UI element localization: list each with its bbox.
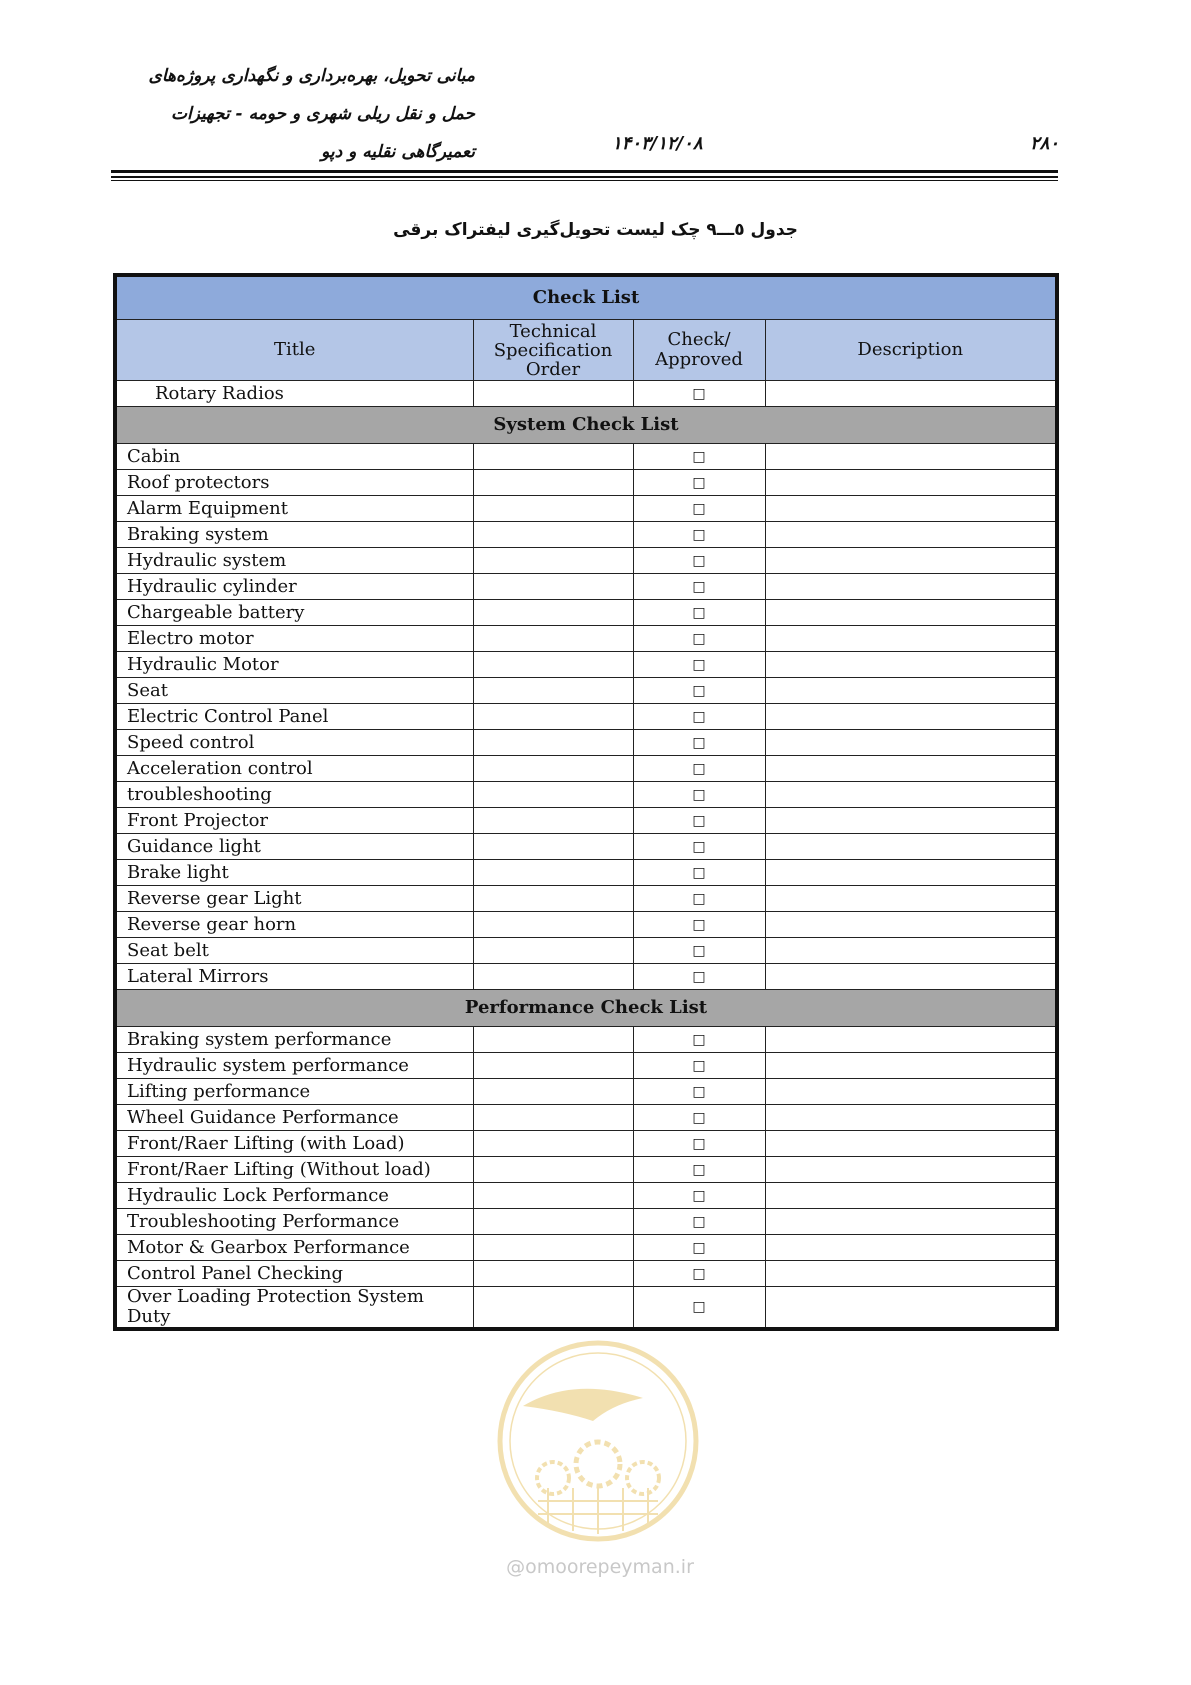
- table-row: [115, 1183, 1057, 1209]
- row-technical-spec-cell[interactable]: [473, 496, 633, 522]
- row-technical-spec-cell[interactable]: [473, 912, 633, 938]
- row-checkbox[interactable]: □: [633, 548, 765, 574]
- row-title: Hydraulic Motor: [115, 652, 473, 678]
- row-description-cell[interactable]: [765, 1235, 1057, 1261]
- row-title: Speed control: [115, 730, 473, 756]
- row-title: Alarm Equipment: [115, 496, 473, 522]
- row-description-cell[interactable]: [765, 1105, 1057, 1131]
- table-row: [115, 496, 1057, 522]
- row-technical-spec-cell[interactable]: [473, 522, 633, 548]
- column-header-description: Description: [765, 320, 1057, 381]
- row-technical-spec-cell[interactable]: [473, 782, 633, 808]
- table-row: [115, 730, 1057, 756]
- row-checkbox[interactable]: □: [633, 1183, 765, 1209]
- column-header-technical-line3: Order: [525, 358, 581, 380]
- row-checkbox[interactable]: □: [633, 704, 765, 730]
- row-technical-spec-cell[interactable]: [473, 964, 633, 990]
- row-title: Control Panel Checking: [115, 1261, 473, 1287]
- table-row: [115, 782, 1057, 808]
- row-technical-spec-cell[interactable]: [473, 756, 633, 782]
- row-description-cell[interactable]: [765, 704, 1057, 730]
- row-checkbox[interactable]: □: [633, 600, 765, 626]
- row-checkbox[interactable]: □: [633, 1079, 765, 1105]
- row-checkbox[interactable]: □: [633, 808, 765, 834]
- performance-check-list-heading: Performance Check List: [115, 990, 1057, 1027]
- row-description-cell[interactable]: [765, 574, 1057, 600]
- row-technical-spec-cell[interactable]: [473, 834, 633, 860]
- row-description-cell[interactable]: [765, 730, 1057, 756]
- table-row: [115, 704, 1057, 730]
- row-title: Reverse gear horn: [115, 912, 473, 938]
- row-title: Lifting performance: [115, 1079, 473, 1105]
- row-technical-spec-cell[interactable]: [473, 600, 633, 626]
- row-checkbox[interactable]: □: [633, 1261, 765, 1287]
- row-title: Rotary Radios: [115, 381, 473, 407]
- row-checkbox[interactable]: □: [633, 1053, 765, 1079]
- row-title: [115, 1287, 473, 1330]
- row-description-cell[interactable]: [765, 1209, 1057, 1235]
- row-checkbox[interactable]: □: [633, 496, 765, 522]
- row-technical-spec-cell[interactable]: [473, 1209, 633, 1235]
- header-title-line1: مبانی تحویل، بهره‌برداری و نگهداری پروژه‌های: [148, 66, 475, 86]
- header-rule: [111, 170, 1058, 173]
- row-title: Front/Raer Lifting (Without load): [115, 1157, 473, 1183]
- row-technical-spec-cell[interactable]: [473, 808, 633, 834]
- row-technical-spec-cell[interactable]: [473, 574, 633, 600]
- column-header-check-line1: Check/: [667, 329, 731, 350]
- row-checkbox[interactable]: □: [633, 1105, 765, 1131]
- row-title: Chargeable battery: [115, 600, 473, 626]
- seal-gear-icon: [627, 1462, 659, 1494]
- row-checkbox[interactable]: □: [633, 678, 765, 704]
- table-row: [115, 1131, 1057, 1157]
- row-description-cell[interactable]: [765, 938, 1057, 964]
- checklist-table: [113, 273, 1059, 1331]
- row-description-cell[interactable]: [765, 600, 1057, 626]
- row-technical-spec-cell[interactable]: [473, 1105, 633, 1131]
- row-technical-spec-cell[interactable]: [473, 381, 633, 407]
- row-checkbox[interactable]: □: [633, 522, 765, 548]
- row-description-cell[interactable]: [765, 912, 1057, 938]
- system-check-rows: [115, 444, 1057, 990]
- row-title: Hydraulic system: [115, 548, 473, 574]
- row-checkbox[interactable]: □: [633, 912, 765, 938]
- row-technical-spec-cell[interactable]: [473, 548, 633, 574]
- row-title: Cabin: [115, 444, 473, 470]
- row-technical-spec-cell[interactable]: [473, 1053, 633, 1079]
- row-checkbox[interactable]: □: [633, 1027, 765, 1053]
- row-title: Hydraulic Lock Performance: [115, 1183, 473, 1209]
- table-row: [115, 834, 1057, 860]
- row-technical-spec-cell[interactable]: [473, 860, 633, 886]
- row-title: Braking system: [115, 522, 473, 548]
- table-row: [115, 522, 1057, 548]
- table-row: [115, 381, 1057, 407]
- row-description-cell[interactable]: [765, 470, 1057, 496]
- row-description-cell[interactable]: [765, 548, 1057, 574]
- row-description-cell[interactable]: [765, 1079, 1057, 1105]
- row-technical-spec-cell[interactable]: [473, 730, 633, 756]
- row-title: Hydraulic system performance: [115, 1053, 473, 1079]
- row-technical-spec-cell[interactable]: [473, 1027, 633, 1053]
- table-row: [115, 1027, 1057, 1053]
- row-checkbox[interactable]: □: [633, 652, 765, 678]
- header-rule: [111, 176, 1058, 178]
- table-row: [115, 860, 1057, 886]
- row-checkbox[interactable]: □: [633, 1209, 765, 1235]
- row-title: Front Projector: [115, 808, 473, 834]
- row-checkbox[interactable]: □: [633, 730, 765, 756]
- table-row: [115, 548, 1057, 574]
- row-title-line1: Over Loading Protection System: [127, 1286, 424, 1307]
- row-title: Electric Control Panel: [115, 704, 473, 730]
- row-technical-spec-cell[interactable]: [473, 652, 633, 678]
- row-description-cell[interactable]: [765, 678, 1057, 704]
- row-description-cell[interactable]: [765, 1053, 1057, 1079]
- column-header-check-approved: [633, 320, 765, 381]
- row-description-cell[interactable]: [765, 626, 1057, 652]
- table-row: [115, 1209, 1057, 1235]
- row-description-cell[interactable]: [765, 522, 1057, 548]
- row-description-cell[interactable]: [765, 782, 1057, 808]
- row-technical-spec-cell[interactable]: [473, 444, 633, 470]
- row-description-cell[interactable]: [765, 834, 1057, 860]
- row-checkbox[interactable]: □: [633, 1235, 765, 1261]
- row-title-line2: Duty: [127, 1306, 171, 1327]
- row-description-cell[interactable]: [765, 496, 1057, 522]
- row-description-cell[interactable]: [765, 1261, 1057, 1287]
- column-header-technical-line1: Technical: [509, 320, 597, 342]
- row-title: Motor & Gearbox Performance: [115, 1235, 473, 1261]
- row-checkbox[interactable]: □: [633, 470, 765, 496]
- seal-swoosh: [523, 1389, 643, 1421]
- table-row: [115, 652, 1057, 678]
- row-description-cell[interactable]: [765, 652, 1057, 678]
- seal-gear-icon: [576, 1442, 620, 1486]
- row-title: Troubleshooting Performance: [115, 1209, 473, 1235]
- row-description-cell[interactable]: [765, 1287, 1057, 1330]
- table-row: [115, 444, 1057, 470]
- table-row: [115, 964, 1057, 990]
- row-technical-spec-cell[interactable]: [473, 1131, 633, 1157]
- row-technical-spec-cell[interactable]: [473, 626, 633, 652]
- page-header: [0, 0, 1191, 190]
- header-title-line2: حمل و نقل ریلی شهری و حومه - تجهیزات: [170, 104, 475, 124]
- row-title: Front/Raer Lifting (with Load): [115, 1131, 473, 1157]
- row-technical-spec-cell[interactable]: [473, 1157, 633, 1183]
- row-title: Reverse gear Light: [115, 886, 473, 912]
- row-technical-spec-cell[interactable]: [473, 1261, 633, 1287]
- column-header-title: Title: [115, 320, 473, 381]
- table-row: [115, 912, 1057, 938]
- row-title: troubleshooting: [115, 782, 473, 808]
- table-row: [115, 1105, 1057, 1131]
- row-checkbox[interactable]: □: [633, 886, 765, 912]
- table-row: [115, 600, 1057, 626]
- table-row: [115, 808, 1057, 834]
- table-row: [115, 1157, 1057, 1183]
- table-row: [115, 626, 1057, 652]
- row-title: Roof protectors: [115, 470, 473, 496]
- table-row: [115, 1079, 1057, 1105]
- row-technical-spec-cell[interactable]: [473, 704, 633, 730]
- row-title: Lateral Mirrors: [115, 964, 473, 990]
- row-title: Wheel Guidance Performance: [115, 1105, 473, 1131]
- checklist-banner: Check List: [115, 275, 1057, 320]
- performance-check-rows: [115, 1027, 1057, 1287]
- watermark-seal: [493, 1336, 703, 1546]
- header-date: ۱۴۰۳/۱۲/۰۸: [612, 133, 703, 154]
- row-description-cell[interactable]: [765, 1157, 1057, 1183]
- page-number: ۲۸۰: [1030, 133, 1060, 154]
- table-row: [115, 756, 1057, 782]
- row-title: Guidance light: [115, 834, 473, 860]
- column-header-check-line2: Approved: [655, 349, 743, 370]
- column-header-technical-line2: Specification: [493, 339, 613, 361]
- seal-gear-icon: [537, 1462, 569, 1494]
- table-row: [115, 1235, 1057, 1261]
- row-description-cell[interactable]: [765, 860, 1057, 886]
- table-row: [115, 938, 1057, 964]
- row-description-cell[interactable]: [765, 886, 1057, 912]
- row-checkbox[interactable]: □: [633, 756, 765, 782]
- table-row: [115, 678, 1057, 704]
- row-checkbox[interactable]: □: [633, 1157, 765, 1183]
- row-description-cell[interactable]: [765, 1027, 1057, 1053]
- row-technical-spec-cell[interactable]: [473, 470, 633, 496]
- row-checkbox[interactable]: □: [633, 964, 765, 990]
- table-row: [115, 470, 1057, 496]
- row-title: Brake light: [115, 860, 473, 886]
- row-description-cell[interactable]: [765, 964, 1057, 990]
- row-technical-spec-cell[interactable]: [473, 1287, 633, 1330]
- row-checkbox[interactable]: □: [633, 444, 765, 470]
- row-title: Electro motor: [115, 626, 473, 652]
- header-rule: [111, 180, 1058, 181]
- row-description-cell[interactable]: [765, 756, 1057, 782]
- row-title: Acceleration control: [115, 756, 473, 782]
- row-technical-spec-cell[interactable]: [473, 1235, 633, 1261]
- row-technical-spec-cell[interactable]: [473, 1183, 633, 1209]
- row-description-cell[interactable]: [765, 444, 1057, 470]
- row-title: Braking system performance: [115, 1027, 473, 1053]
- row-technical-spec-cell[interactable]: [473, 938, 633, 964]
- row-checkbox[interactable]: □: [633, 381, 765, 407]
- row-checkbox[interactable]: □: [633, 834, 765, 860]
- row-checkbox[interactable]: □: [633, 782, 765, 808]
- table-row: [115, 574, 1057, 600]
- table-row: [115, 1053, 1057, 1079]
- header-title-line3: تعمیرگاهی نقلیه و دپو: [321, 142, 475, 162]
- row-description-cell[interactable]: [765, 381, 1057, 407]
- table-caption: جدول ٥ـــ۹ چک لیست تحویل‌گیری لیفتراک برقی: [393, 220, 798, 240]
- row-checkbox[interactable]: □: [633, 938, 765, 964]
- table-row: [115, 1287, 1057, 1330]
- intro-rows: [115, 381, 1057, 407]
- row-description-cell[interactable]: [765, 1183, 1057, 1209]
- row-checkbox[interactable]: □: [633, 860, 765, 886]
- row-checkbox[interactable]: □: [633, 574, 765, 600]
- column-header-technical-spec: [473, 320, 633, 381]
- row-checkbox[interactable]: □: [633, 1287, 765, 1330]
- row-technical-spec-cell[interactable]: [473, 886, 633, 912]
- watermark-url: @omoorepeyman.ir: [506, 1556, 694, 1578]
- row-description-cell[interactable]: [765, 1131, 1057, 1157]
- row-title: Seat belt: [115, 938, 473, 964]
- table-row: [115, 886, 1057, 912]
- table-row: [115, 1261, 1057, 1287]
- row-technical-spec-cell[interactable]: [473, 1079, 633, 1105]
- row-description-cell[interactable]: [765, 808, 1057, 834]
- row-technical-spec-cell[interactable]: [473, 678, 633, 704]
- row-checkbox[interactable]: □: [633, 626, 765, 652]
- row-title: Seat: [115, 678, 473, 704]
- system-check-list-heading: System Check List: [115, 407, 1057, 444]
- row-title: Hydraulic cylinder: [115, 574, 473, 600]
- row-checkbox[interactable]: □: [633, 1131, 765, 1157]
